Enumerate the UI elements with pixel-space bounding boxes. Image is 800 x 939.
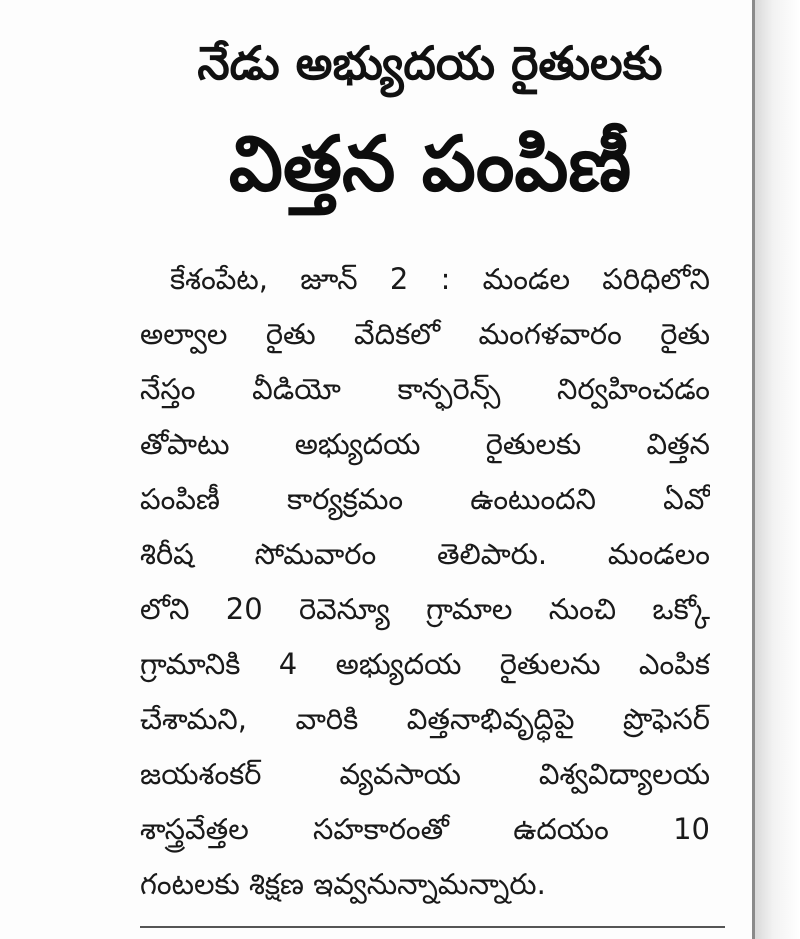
- body-line: తోపాటు అభ్యుదయ రైతులకు విత్తన: [140, 427, 710, 461]
- body-line: కేశంపేట, జూన్ 2 : మండల పరిధిలోని: [170, 262, 710, 296]
- body-line: జయశంకర్ వ్యవసాయ విశ్వవిద్యాలయ: [140, 757, 710, 791]
- body-line: గ్రామానికి 4 అభ్యుదయ రైతులను ఎంపిక: [140, 647, 710, 681]
- body-line: అల్వాల రైతు వేదికలో మంగళవారం రైతు: [140, 317, 710, 351]
- body-line: గంటలకు శిక్షణ ఇవ్వనున్నామన్నారు.: [140, 867, 546, 901]
- body-line: లోని 20 రెవెన్యూ గ్రామాల నుంచి ఒక్కో: [140, 592, 710, 626]
- body-line: శిరీష సోమవారం తెలిపారు. మండలం: [140, 537, 710, 571]
- body-line: చేశామని, వారికి విత్తనాభివృద్ధిపై ప్రొఫెసర్: [140, 702, 710, 736]
- headline-main: విత్తన పంపిణీ: [228, 119, 632, 208]
- article-body: [140, 252, 710, 912]
- body-line: శాస్త్రవేత్తల సహకారంతో ఉదయం 10: [140, 812, 710, 846]
- body-line: పంపిణీ కార్యక్రమం ఉంటుందని ఏవో: [140, 482, 710, 516]
- body-line: నేస్తం వీడియో కాన్ఫరెన్స్ నిర్వహించడం: [140, 372, 710, 406]
- page-edge-shadow: [755, 0, 800, 939]
- bottom-column-rule: [140, 926, 725, 928]
- headline-kicker: నేడు అభ్యుదయ రైతులకు: [197, 36, 663, 90]
